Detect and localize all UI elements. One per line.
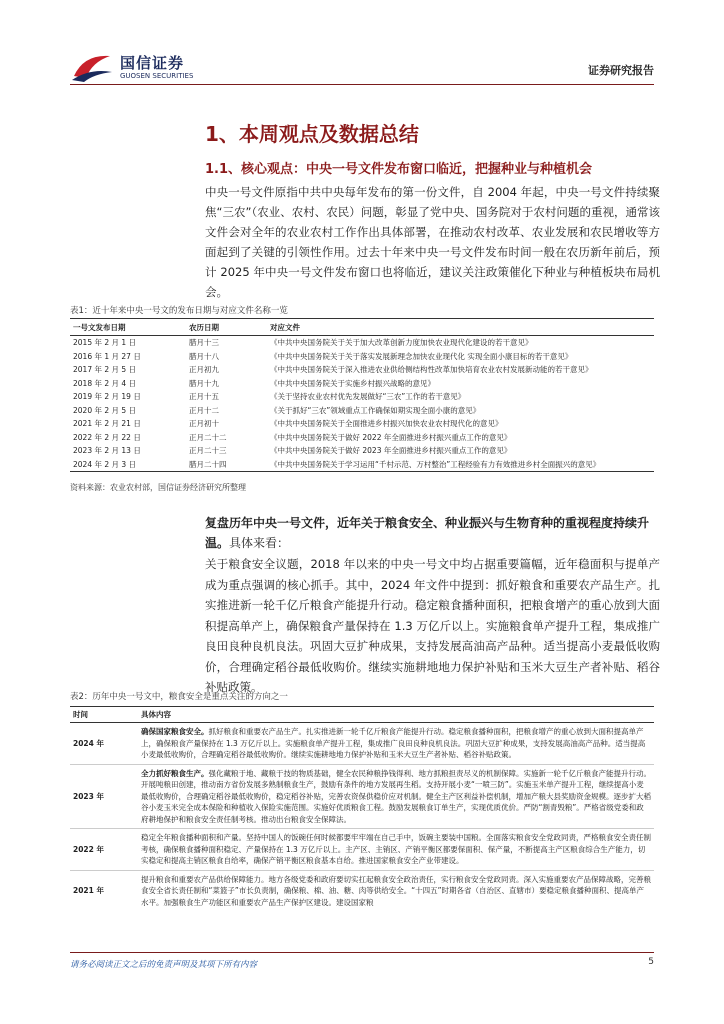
disclaimer-link[interactable]: 请务必阅读正文之后的免责声明及其项下所有内容	[70, 960, 258, 970]
page-header	[0, 0, 724, 90]
document-cell: 《中共中央国务院关于全面推进乡村振兴加快农业农村现代化的意见》	[270, 419, 503, 429]
release-date-cell: 2018 年 2 月 4 日	[73, 378, 137, 388]
lunar-date-cell: 腊月二十四	[186, 458, 267, 472]
table-row	[70, 336, 654, 350]
document-cell: 《中共中央国务院关于做好 2022 年全面推进乡村振兴重点工作的意见》	[270, 432, 512, 442]
lunar-date-cell: 腊月十三	[189, 338, 219, 348]
header-divider	[70, 84, 654, 85]
year-cell: 2021 年	[73, 886, 104, 895]
content-text: 抓好粮食和重要农产品生产。扎实推进新一轮千亿斤粮食产能提升行动。稳定粮食播种面积，把粮食增产的重心放到大面积提高单产上，确保粮食产量保持在 1.3 万亿斤以上。实施粮食单产提升工程，集成推广良田良种良机良法。巩固大豆扩种成果，支持发展高油高产品种。适当提高小麦最低收购价，合理确定稻谷最低收购价。继续实施耕地地力保护补贴和玉米大豆生产者补贴、稻谷补贴政策。	[141, 727, 646, 759]
table-row	[70, 870, 654, 911]
lunar-date-cell: 正月二十二	[189, 432, 227, 442]
lunar-date-cell: 正月初九	[189, 365, 219, 375]
document-cell: 《中共中央国务院关于做好 2023 年全面推进乡村振兴重点工作的意见》	[270, 446, 512, 456]
content-cell	[138, 764, 654, 829]
release-date-table	[70, 318, 654, 472]
col-lunar-date: 农历日期	[186, 319, 267, 336]
document-cell: 《中共中央国务院关于学习运用“千村示范、万村整治”工程经验有力有效推进乡村全面振兴的意见》	[267, 458, 654, 472]
summary-tail: 具体来看：	[229, 536, 290, 550]
summary-bold: 复盘历年中央一号文件，近年关于粮食安全、种业振兴与生物育种的重视程度持续升温。	[205, 516, 650, 550]
table-row	[70, 829, 654, 871]
document-cell: 《中共中央国务院关于关于加大改革创新力度加快农业现代化建设的若干意见》	[270, 338, 533, 348]
guosen-logo	[70, 50, 200, 84]
release-date-cell: 2021 年 2 月 21 日	[73, 419, 141, 429]
table1-caption: 表1：近十年来中央一号文的发布日期与对应文件名称一览	[70, 306, 288, 316]
subsection-heading: 1.1、核心观点：中央一号文件发布窗口临近，把握种业与种植机会	[205, 162, 593, 177]
intro-paragraph: 中央一号文件原指中共中央每年发布的第一份文件，自 2004 年起，中央一号文件持续聚焦“三农”（农业、农村、农民）问题，彰显了党中央、国务院对于农村问题的重视，通常该文件会对全年的农业农村工作作出具体部署，在推动农村改革、农业发展和农民增收等方面起到了关键的引领性作用。过去十年来中央一号文件发布时间一般在农历新年前后，预计 2025 年中央一号文件发布窗口也将临近，建议关注政策催化下种业与种植板块布局机会。	[205, 185, 660, 299]
table2-caption: 表2：历年中央一号文中，粮食安全是重点关注的方向之一	[70, 692, 288, 702]
lunar-date-cell: 正月十五	[189, 392, 219, 402]
content-text: 强化藏粮于地、藏粮于技的物质基础，健全农民种粮挣钱得利、地方抓粮担责尽义的机制保障。实施新一轮千亿斤粮食产能提升行动。开展吨粮田创建，推动南方省份发展多熟制粮食生产，鼓励有条件的地方发展再生稻。支持开展小麦“一喷三防”。实施玉米单产提升工程，继续提高小麦最低收购价，合理确定稻谷最低收购价，稳定稻谷补贴，完善农资保供稳价应对机制。健全主产区利益补偿机制，增加产粮大县奖励资金规模。逐步扩大稻谷小麦玉米完全成本保险和种植收入保险实施范围。实施好优质粮食工程。鼓励发展粮食订单生产，实现优质优价。严防“割青毁粮”。严格省级党委和政府耕地保护和粮食安全责任制考核。推动出台粮食安全保障法。	[141, 768, 651, 824]
table-row	[70, 444, 654, 458]
table-row	[70, 431, 654, 445]
table-row	[70, 764, 654, 829]
table-row	[70, 363, 654, 377]
content-lead: 确保国家粮食安全。	[141, 727, 209, 736]
lunar-date-cell: 腊月十八	[189, 351, 219, 361]
document-cell: 《关于抓好“三农”领域重点工作确保如期实现全面小康的意见》	[270, 405, 481, 415]
release-date-cell: 2024 年 2 月 3 日	[70, 458, 186, 472]
summary-paragraph	[205, 513, 660, 553]
content-cell	[138, 829, 654, 871]
content-lead: 全力抓好粮食生产。	[141, 768, 209, 778]
release-date-cell: 2023 年 2 月 13 日	[73, 446, 141, 456]
content-cell	[138, 870, 654, 911]
document-cell: 《中共中央国务院关于实施乡村振兴战略的意见》	[270, 378, 435, 388]
footer-divider	[70, 952, 654, 953]
lunar-date-cell: 腊月十九	[189, 378, 219, 388]
page-number: 5	[648, 957, 654, 967]
table-row	[70, 417, 654, 431]
content-text: 稳定全年粮食播种面积和产量。坚持中国人的饭碗任何时候都要牢牢端在自己手中，饭碗主要装中国粮。全面落实粮食安全党政同责，严格粮食安全责任制考核，确保粮食播种面积稳定、产量保持在 1.3 万亿斤以上。主产区、主销区、产销平衡区都要保面积、保产量，不断提高主产区粮食综合生产能力，切实稳定和提高主销区粮食自给率，确保产销平衡区粮食基本自给。推进国家粮食安全产业带建设。	[141, 833, 651, 865]
table-header-row	[70, 319, 654, 336]
release-date-cell: 2017 年 2 月 5 日	[73, 365, 137, 375]
lunar-date-cell: 正月初十	[189, 419, 219, 429]
table-row	[70, 404, 654, 418]
table-row	[70, 458, 654, 472]
table-row	[70, 390, 654, 404]
col-document: 对应文件	[267, 319, 654, 336]
release-date-cell: 2020 年 2 月 5 日	[73, 405, 137, 415]
content-cell	[138, 723, 654, 765]
document-cell: 《中共中央国务院关于深入推进农业供给侧结构性改革加快培育农业农村发展新动能的若干意见》	[270, 365, 593, 375]
year-cell: 2022 年	[70, 829, 138, 871]
lunar-date-cell: 正月十二	[189, 405, 219, 415]
food-security-table	[70, 706, 654, 911]
guosen-logo-icon	[70, 50, 114, 84]
release-date-cell: 2016 年 1 月 27 日	[73, 351, 141, 361]
year-cell: 2023 年	[70, 764, 138, 829]
release-date-cell: 2022 年 2 月 22 日	[73, 432, 141, 442]
section-heading: 1、本周观点及数据总结	[205, 122, 419, 146]
document-cell: 《关于坚持农业农村优先发展做好“三农”工作的若干意见》	[270, 392, 466, 402]
logo-en-text: GUOSEN SECURITIES	[120, 72, 194, 80]
table-header-row	[70, 707, 654, 723]
table-row	[70, 377, 654, 391]
food-security-paragraph: 关于粮食安全议题，2018 年以来的中央一号文中均占据重要篇幅，近年稳面积与提单产成为重点强调的核心抓手。其中，2024 年文件中提到：抓好粮食和重要农产品生产。扎实推进新一轮千亿斤粮食产能提升行动。稳定粮食播种面积，把粮食增产的重心放到大面积提高单产上，确保粮食产量保持在 1.3 万亿斤以上。实施粮食单产提升工程，集成推广良田良种良机良法。巩固大豆扩种成果，支持发展高油高产品种。适当提高小麦最低收购价，合理确定稻谷最低收购价。继续实施耕地地力保护补贴和玉米大豆生产者补贴、稻谷补贴政策。	[205, 557, 660, 694]
release-date-cell: 2015 年 2 月 1 日	[73, 338, 137, 348]
year-cell: 2024 年	[70, 723, 138, 765]
col-year: 时间	[70, 707, 138, 723]
col-content: 具体内容	[138, 707, 654, 723]
table1-source: 资料来源：农业农村部，国信证券经济研究所整理	[70, 483, 246, 492]
col-release-date: 一号文发布日期	[70, 319, 186, 336]
release-date-cell: 2019 年 2 月 19 日	[73, 392, 141, 402]
lunar-date-cell: 正月二十三	[189, 446, 227, 456]
table-row	[70, 350, 654, 364]
report-type: 证券研究报告	[588, 64, 654, 77]
content-text: 提升粮食和重要农产品供给保障能力。地方各级党委和政府要切实扛起粮食安全政治责任，实行粮食安全党政同责。深入实施重要农产品保障战略，完善粮食安全省长责任制和“菜篮子”市长负责制，确保粮、棉、油、糖、肉等供给安全。“十四五”时期各省（自治区、直辖市）要稳定粮食播种面积、提高单产水平。加强粮食生产功能区和重要农产品生产保护区建设。建设国家粮	[141, 874, 651, 907]
table-row	[70, 723, 654, 765]
document-cell: 《中共中央国务院关于关于落实发展新理念加快农业现代化 实现全面小康目标的若干意见》	[270, 351, 573, 361]
logo-cn-text: 国信证券	[120, 54, 185, 72]
